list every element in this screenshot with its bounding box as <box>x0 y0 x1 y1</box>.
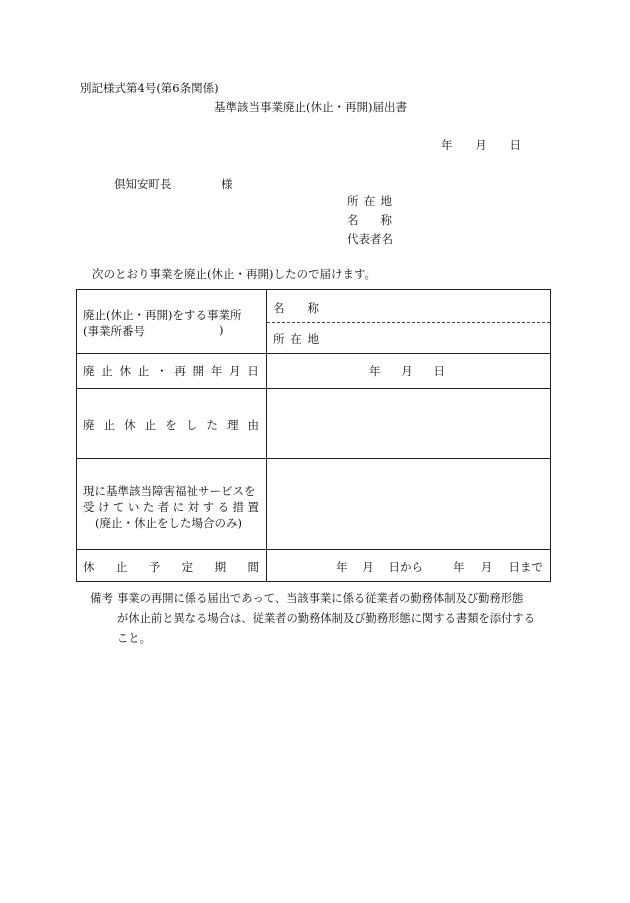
remarks-line: 事業の再開に係る届出であって、当該事業に係る従業者の勤務体制及び勤務形態 <box>117 592 524 605</box>
row-date-value: 年 月 日 <box>369 364 445 378</box>
date-month-char: 月 <box>475 138 487 152</box>
row-date-label: 廃 止 休 止 ・ 再 開 年 月 日 <box>83 364 259 378</box>
table-dashed-divider <box>267 322 550 323</box>
date-day-char: 日 <box>509 138 521 152</box>
submission-date <box>441 137 521 153</box>
row-establishment-number-label: (事業所番号 <box>83 324 145 338</box>
row-establishment-number-close: ) <box>219 323 224 337</box>
row-measures-label-line3: (廃止・休止をした場合のみ) <box>95 516 242 530</box>
row-establishment-name-label: 名 称 <box>273 301 319 315</box>
table-row-divider <box>77 353 550 354</box>
row-reason-label: 廃 止 休 止 を し た 理 由 <box>83 418 259 432</box>
date-year-char: 年 <box>441 138 453 152</box>
row-period-to: 年 月 日まで <box>453 560 543 574</box>
table-column-divider <box>266 290 267 581</box>
applicant-representative-label: 代表者名 <box>347 232 393 246</box>
row-period-from: 年 月 日から <box>336 560 423 574</box>
addressee-name: 倶知安町長 <box>114 177 172 191</box>
applicant-name-label: 名 称 <box>347 213 392 227</box>
form-number: 別記様式第4号(第6条関係) <box>80 81 219 95</box>
row-establishment-address-label: 所 在 地 <box>273 332 319 346</box>
row-establishment-label: 廃止(休止・再開)をする事業所 <box>83 308 242 322</box>
notification-table <box>76 289 551 582</box>
row-measures-label-line1: 現に基準該当障害福祉サービスを <box>83 484 256 498</box>
table-row-divider <box>77 549 550 550</box>
table-row-divider <box>77 458 550 459</box>
table-row-divider <box>77 388 550 389</box>
intro-text: 次のとおり事業を廃止(休止・再開)したので届けます。 <box>92 267 377 281</box>
form-title: 基準該当事業廃止(休止・再開)届出書 <box>214 100 407 114</box>
row-measures-label-line2: 受 け て い た 者 に 対 す る 措 置 <box>83 500 259 514</box>
remarks-line: が休止前と異なる場合は、従業者の勤務体制及び勤務形態に関する書類を添付する <box>117 612 535 625</box>
row-period-label: 休 止 予 定 期 間 <box>83 560 259 574</box>
applicant-address-label: 所 在 地 <box>347 194 392 208</box>
addressee-honorific: 様 <box>221 177 233 191</box>
remarks-label: 備考 <box>90 591 113 605</box>
remarks-line: こと。 <box>117 632 151 645</box>
